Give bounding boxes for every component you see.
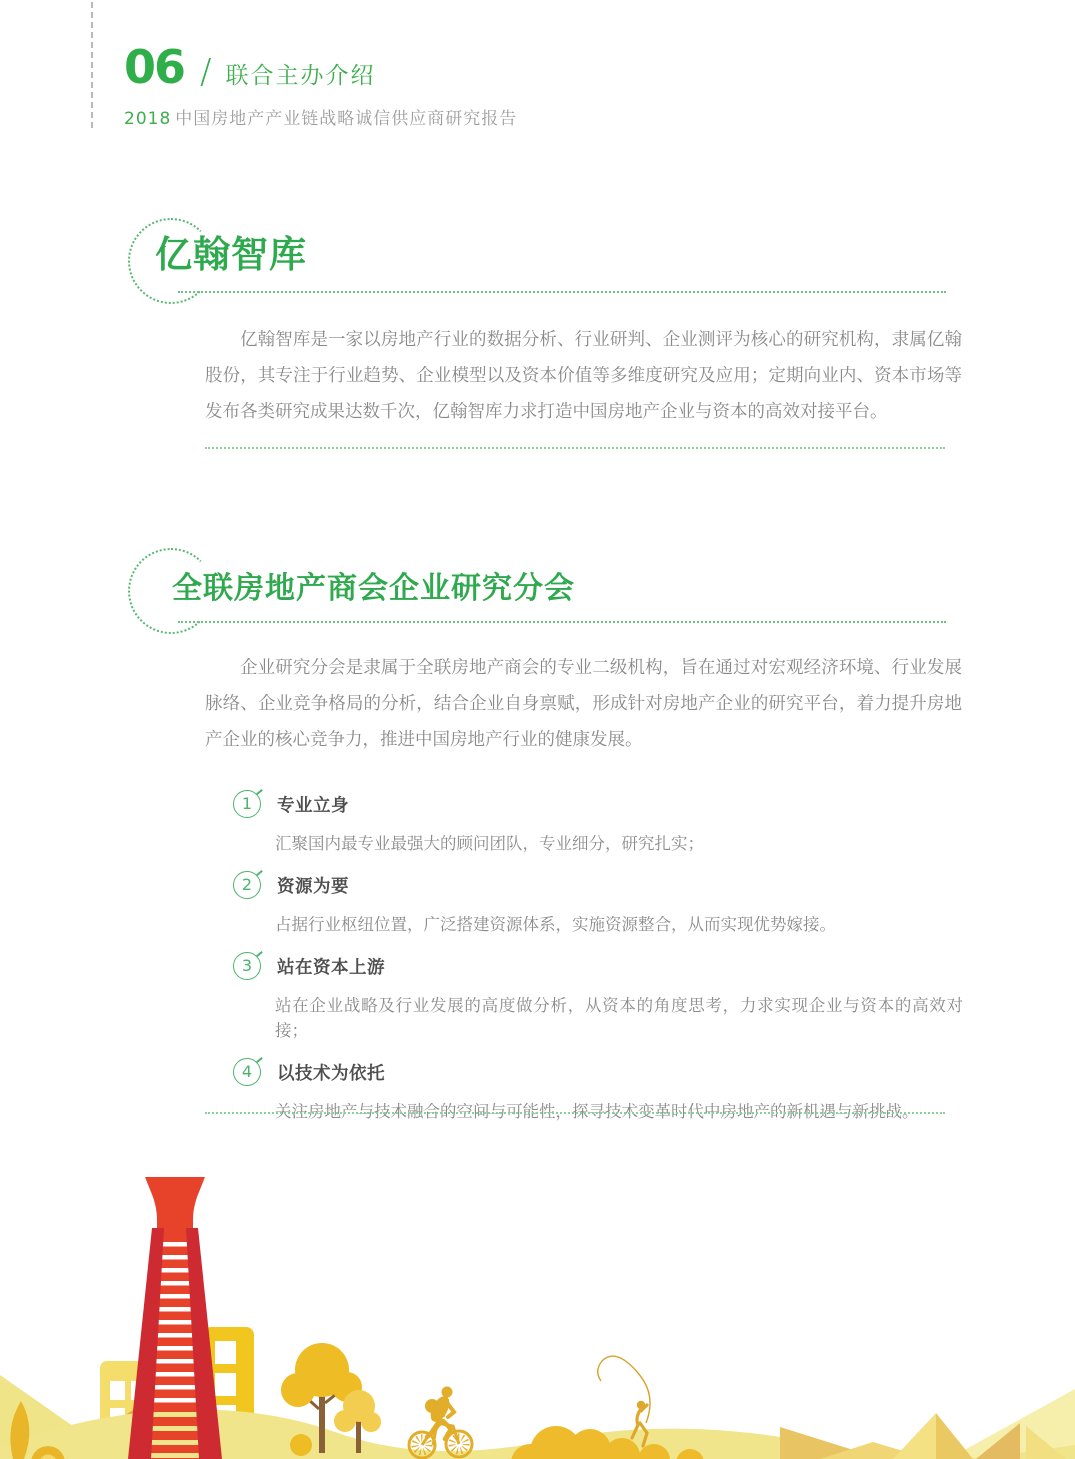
list-item [233, 952, 963, 1043]
list-item-head [233, 1058, 963, 1086]
item-description: 站在企业战略及行业发展的高度做分析，从资本的角度思考，力求实现企业与资本的高效对接； [275, 996, 963, 1040]
section-paragraph: 亿翰智库是一家以房地产行业的数据分析、行业研判、企业测评为核心的研究机构，隶属亿翰股份，其专注于行业趋势、企业模型以及资本价值等多维度研究及应用；定期向业内、资本市场等发布各类研究成果达数千次，亿翰智库力求打造中国房地产企业与资本的高效对接平台。 [205, 330, 962, 422]
item-title: 资源为要 [277, 876, 349, 897]
item-number-badge: 4 [233, 1058, 261, 1086]
cyclist-icon [409, 1387, 472, 1459]
item-title: 专业立身 [277, 795, 349, 816]
feature-list [233, 790, 963, 1139]
item-description: 汇聚国内最专业最强大的顾问团队，专业细分，研究扎实； [275, 834, 704, 853]
chapter-title: 联合主办介绍 [225, 63, 376, 89]
subtitle-text: 中国房地产产业链战略诚信供应商研究报告 [175, 109, 518, 129]
list-item-head [233, 871, 963, 899]
item-description: 占据行业枢纽位置，广泛搭建资源体系，实施资源整合，从而实现优势嫁接。 [275, 915, 836, 934]
list-item [233, 1058, 963, 1124]
chapter-heading [124, 40, 517, 94]
item-title: 以技术为依托 [277, 1063, 385, 1084]
section-paragraph: 企业研究分会是隶属于全联房地产商会的专业二级机构，旨在通过对宏观经济环境、行业发展脉络、企业竞争格局的分析，结合企业自身禀赋，形成针对房地产企业的研究平台，着力提升房地产企业的核心竞争力，推进中国房地产行业的健康发展。 [205, 658, 962, 750]
item-number-badge: 1 [233, 790, 261, 818]
margin-dashed-line [91, 2, 93, 128]
footer-illustration [0, 1149, 1075, 1459]
item-number-badge: 2 [233, 871, 261, 899]
list-item [233, 871, 963, 937]
page-header [124, 40, 518, 129]
chapter-number: 06 [124, 40, 185, 94]
section-title-yihan: 亿翰智库 [155, 233, 307, 276]
item-description: 关注房地产与技术融合的空间与可能性，探寻技术变革时代中房地产的新机遇与新挑战。 [275, 1102, 919, 1121]
item-title: 站在资本上游 [277, 957, 385, 978]
title-underline-dotted [178, 291, 946, 293]
list-item-head [233, 790, 963, 818]
list-item [233, 790, 963, 856]
title-underline-dotted [178, 621, 946, 623]
report-subtitle [124, 104, 517, 129]
section-title-chamber: 全联房地产商会企业研究分会 [172, 571, 575, 606]
section-separator-dotted [205, 447, 945, 449]
section-separator-dotted [205, 1112, 945, 1114]
list-item-head [233, 952, 963, 980]
item-number-badge: 3 [233, 952, 261, 980]
slash-divider: / [200, 52, 212, 92]
subtitle-year: 2018 [124, 109, 172, 129]
